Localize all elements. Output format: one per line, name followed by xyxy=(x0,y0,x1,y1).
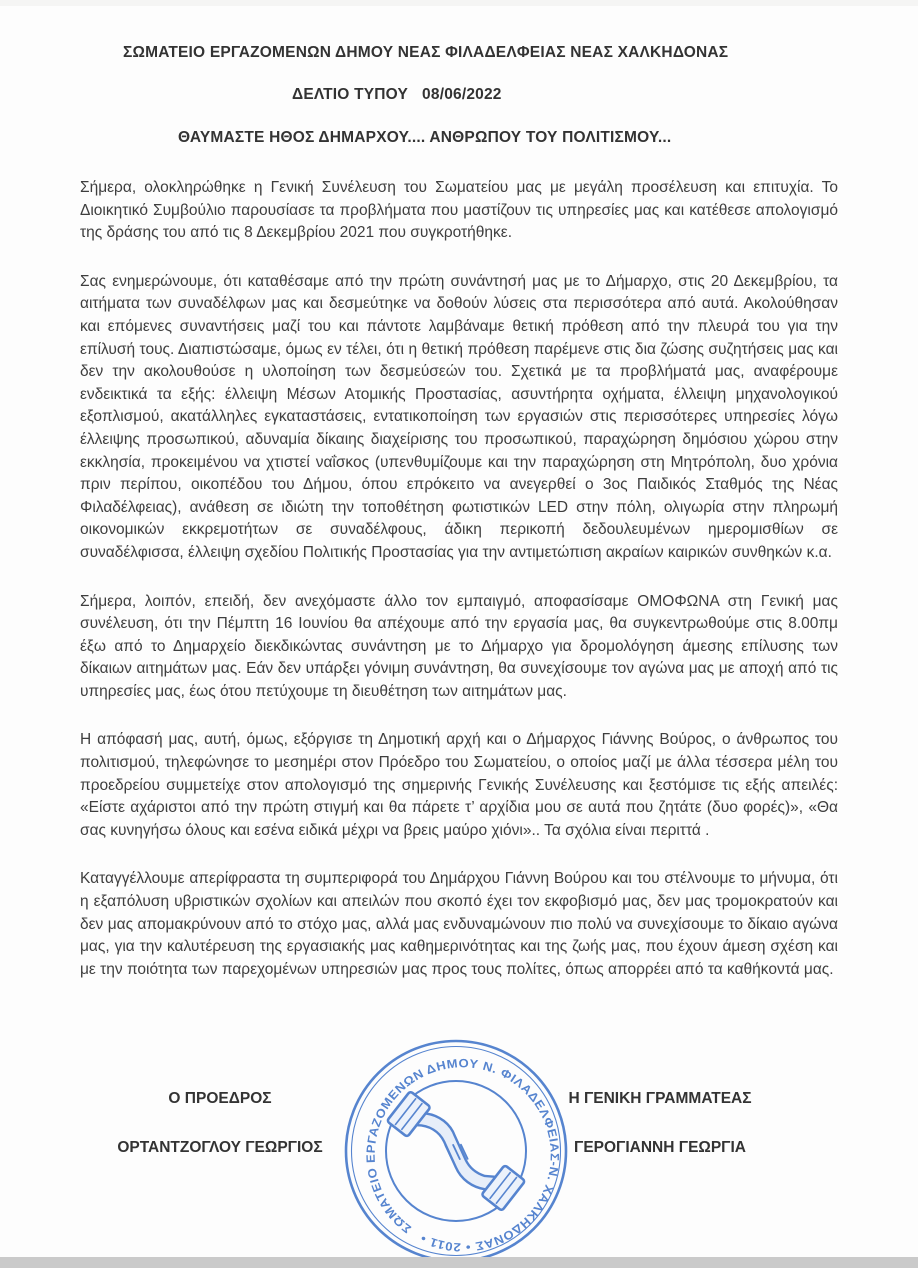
organization-title: ΣΩΜΑΤΕΙΟ ΕΡΓΑΖΟΜΕΝΩΝ ΔΗΜΟΥ ΝΕΑΣ ΦΙΛΑΔΕΛΦΕΙΑΣ ΝΕΑΣ ΧΑΛΚΗΔΟΝΑΣ xyxy=(123,44,729,61)
doc-headline: ΘΑΥΜΑΣΤΕ ΗΘΟΣ ΔΗΜΑΡΧΟΥ.... ΑΝΘΡΩΠΟΥ ΤΟΥ ΠΟΛΙΤΙΣΜΟΥ... xyxy=(178,129,672,146)
doc-date: 08/06/2022 xyxy=(422,86,502,103)
stamp-ring-text: ΣΩΜΑΤΕΙΟ ΕΡΓΑΖΟΜΕΝΩΝ ΔΗΜΟΥ Ν. ΦΙΛΑΔΕΛΦΕΙΑΣ-Ν. ΧΑΛΚΗΔΟΝΑΣ • 2011 • xyxy=(363,1056,562,1255)
scan-bottom-edge xyxy=(0,1257,918,1268)
document-header xyxy=(0,0,918,147)
doc-type-date-line xyxy=(292,86,918,104)
president-role-label: Ο ΠΡΟΕΔΡΟΣ xyxy=(168,1090,272,1107)
secretary-role-label: Η ΓΕΝΙΚΗ ΓΡΑΜΜΑΤΕΑΣ xyxy=(568,1090,752,1107)
secretary-name: ΓΕΡΟΓΙΑΝΝΗ ΓΕΩΡΓΙΑ xyxy=(574,1139,746,1156)
paragraph: Σήμερα, ολοκληρώθηκε η Γενική Συνέλευση του Σωματείου μας με μεγάλη προσέλευση και επιτυχία. Το Διοικητικό Συμβούλιο παρουσίασε τα προβλήματα που μαστίζουν τις υπηρεσίες μας και κατέθεσε απολογισμό της δράσης του από τις 8 Δεκεμβρίου 2021 που συγκροτήθηκε. xyxy=(80,179,838,242)
signature-president xyxy=(95,1090,345,1157)
president-name: ΟΡΤΑΝΤΖΟΓΛΟΥ ΓΕΩΡΓΙΟΣ xyxy=(117,1139,323,1156)
paragraph: Σήμερα, λοιπόν, επειδή, δεν ανεχόμαστε άλλο τον εμπαιγμό, αποφασίσαμε ΟΜΟΦΩΝΑ στη Γενική μας συνέλευση, ότι την Πέμπτη 16 Ιουνίου θα απέχουμε από την εργασία μας, θα συγκεντρωθούμε στις 8.00πμ έξω από το Δημαρχείο διεκδικώντας συνάντηση με το Δήμαρχο για δρομολόγηση άμεσης επίλυσης των δίκαιων αιτημάτων μας. Εάν δεν υπάρξει γόνιμη συνάντηση, θα συνεχίσουμε τον αγώνα μας με αποχή από τις υπηρεσίες μας, έως ότου πετύχουμε τη διευθέτηση των αιτημάτων μας. xyxy=(80,592,838,700)
document-body xyxy=(80,177,838,981)
paragraph: Καταγγέλλουμε απερίφραστα τη συμπεριφορά του Δημάρχου Γιάννη Βούρου και του στέλνουμε το μήνυμα, ότι η εξαπόλυση υβριστικών σχολίων και απειλών που σκοπό έχει τον εκφοβισμό μας, δεν μας τρομοκρατούν και δεν μας απομακρύνουν από το στόχο μας, αλλά μας ενδυναμώνουν πιο πολύ να συνεχίσουμε το δίκαιο αγώνα μας, για την καλυτέρευση της εργασιακής μας καθημερινότητας και της ζωής μας, που έχουν άμεση σχέση και με την ποιότητα των παρεχομένων υπηρεσιών μας προς τους πολίτες, όπως απορρέει από τα καθήκοντά μας. xyxy=(80,870,838,978)
handshake-icon xyxy=(387,1091,525,1211)
signature-secretary xyxy=(535,1090,785,1157)
paragraph: Σας ενημερώνουμε, ότι καταθέσαμε από την πρώτη συνάντησή μας με το Δήμαρχο, στις 20 Δεκεμβρίου, τα αιτήματα των συναδέλφων μας και δεσμεύτηκε να δοθούν λύσεις στα περισσότερα από αυτά. Ακολούθησαν και επόμενες συναντήσεις μαζί του και πάντοτε λαμβάναμε θετική πρόθεση από την πλευρά του για την επίλυσή τους. Διαπιστώσαμε, όμως εν τέλει, ότι η θετική πρόθεση παρέμενε στις δια ζώσης συζητήσεις μας και δεν την ακολουθούσε η υλοποίηση των δεσμεύσεών του. Σχετικά με τα προβλήματά μας, αναφέρουμε ενδεικτικά τα εξής: έλλειψη Μέσων Ατομικής Προστασίας, ασυντήρητα οχήματα, έλλειψη μηχανολογικού εξοπλισμού, ακατάλληλες εγκαταστάσεις, εντατικοποίηση των εργασιών στις περισσότερες υπηρεσίες λόγω έλλειψης προσωπικού, αδυναμία δίκαιης διαχείρισης του προσωπικού, παραχώρηση δημόσιου χώρου στην εκκλησία, προκειμένου να χτιστεί ναΐσκος (υπενθυμίζουμε και την παραχώρηση στη Μητρόπολη, δυο χρόνια πριν περίπου, οικοπέδου του Δήμου, όπου επρόκειτο να ανεγερθεί ο 3ος Παιδικός Σταθμός της Νέας Φιλαδέλφειας), ανάθεση σε ιδιώτη την τοποθέτηση φωτιστικών LED στην πόλη, ολιγωρία στην πληρωμή οικονομικών εκκρεμοτήτων σε συναδέλφους, άδικη περικοπή δεδουλευμένων ημερομισθίων σε συναδέλφισσα, έλλειψη σχεδίου Πολιτικής Προστασίας για την αντιμετώπιση ακραίων καιρικών συνθηκών κ.α. xyxy=(80,272,838,561)
paragraph: Η απόφασή μας, αυτή, όμως, εξόργισε τη Δημοτική αρχή και ο Δήμαρχος Γιάννης Βούρος, ο άνθρωπος του πολιτισμού, τηλεφώνησε το μεσημέρι στον Πρόεδρο του Σωματείου, ο οποίος μαζί με άλλα τέσσερα μέλη του προεδρείου συμμετείχε στον απολογισμό της σημερινής Γενικής Συνέλευσης και ξεστόμισε τις εξής απειλές: «Είστε αχάριστοι από την πρώτη στιγμή και θα πάρετε τ’ αρχίδια μου σε αυτά που ζητάτε (δυο φορές)», «Θα σας κυνηγήσω όλους και εσένα ειδικά μέχρι να βρεις μαύρο χιόνι».. Τα σχόλια είναι περιττά . xyxy=(80,731,838,839)
signature-block xyxy=(0,1032,918,1268)
doc-type-label: ΔΕΛΤΙΟ ΤΥΠΟΥ xyxy=(292,86,409,103)
